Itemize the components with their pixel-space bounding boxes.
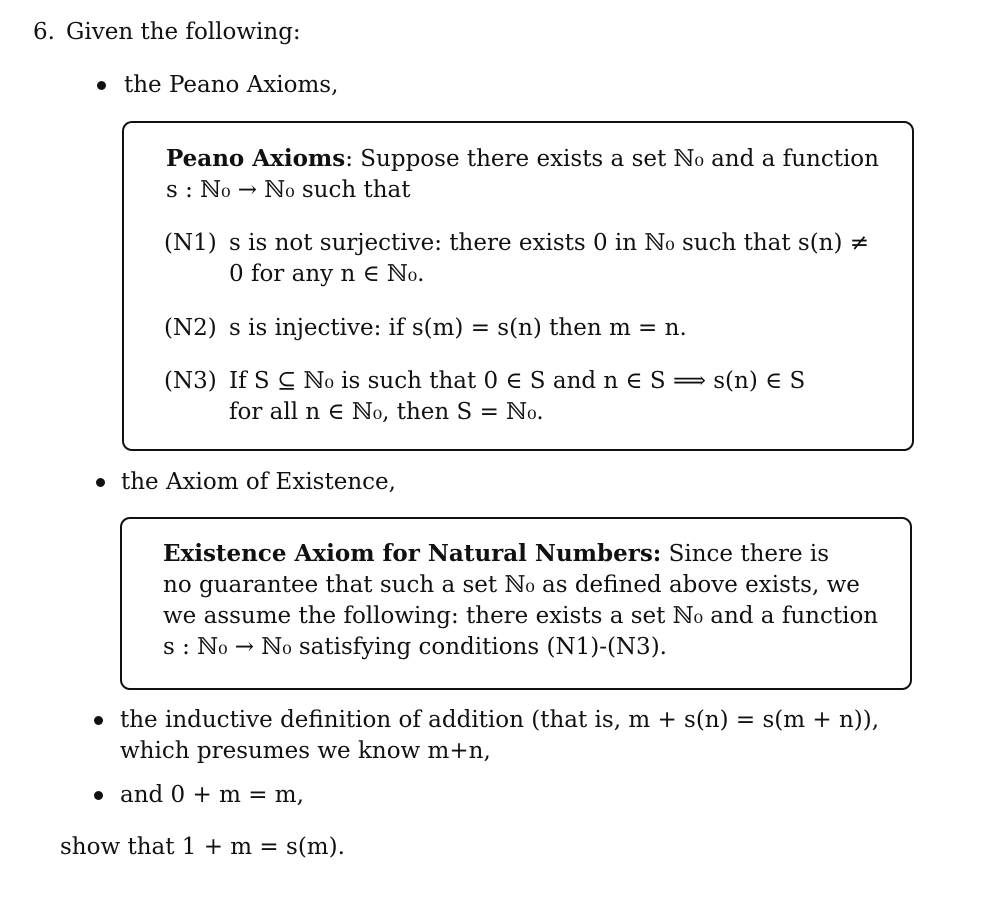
peano-intro-line2: s : ℕ₀ → ℕ₀ such that (166, 177, 411, 203)
existence-line4: s : ℕ₀ → ℕ₀ satisfying conditions (N1)-(N3). (163, 634, 667, 660)
axiom-n1-line1: s is not surjective: there exists 0 in ℕ₀ such that s(n) ≠ (229, 230, 870, 256)
axiom-label: (N2) (164, 315, 217, 341)
existence-title: Existence Axiom for Natural Numbers: (163, 540, 662, 567)
existence-text (163, 538, 878, 663)
bullet-inductive-definition-line2: which presumes we know m+n, (120, 738, 491, 764)
existence-line3: we assume the following: there exists a set ℕ₀ and a function (163, 603, 879, 629)
problem-intro: Given the following: (66, 19, 301, 45)
axiom-n3-line2: for all n ∈ ℕ₀, then S = ℕ₀. (229, 399, 544, 425)
bullet-marker (94, 791, 103, 800)
bullet-marker (96, 478, 105, 487)
peano-intro-line1: : Suppose there exists a set ℕ₀ and a function (345, 146, 879, 172)
bullet-zero-plus-m: and 0 + m = m, (120, 782, 304, 808)
axiom-n3-line1: If S ⊆ ℕ₀ is such that 0 ∈ S and n ∈ S ⟹ s(n) ∈ S (229, 368, 806, 394)
axiom-label: (N1) (164, 230, 217, 256)
existence-line2: no guarantee that such a set ℕ₀ as defined above exists, we (163, 572, 860, 598)
problem-number: 6. (33, 19, 55, 45)
bullet-peano-axioms: the Peano Axioms, (124, 72, 339, 98)
peano-intro (166, 143, 879, 206)
axiom-n1-line2: 0 for any n ∈ ℕ₀. (229, 261, 425, 287)
bullet-marker (97, 81, 106, 90)
axiom-n2-line1: s is injective: if s(m) = s(n) then m = n. (229, 315, 687, 341)
bullet-marker (94, 716, 103, 725)
peano-title: Peano Axioms (166, 145, 346, 172)
existence-axiom-box (120, 517, 912, 690)
bullet-axiom-of-existence: the Axiom of Existence, (121, 469, 396, 495)
peano-axioms-box (122, 121, 914, 451)
existence-line1-rest: Since there is (661, 541, 830, 567)
axiom-label: (N3) (164, 368, 217, 394)
bullet-inductive-definition-line1: the inductive definition of addition (that is, m + s(n) = s(m + n)), (120, 707, 880, 733)
conclusion: show that 1 + m = s(m). (60, 834, 345, 860)
